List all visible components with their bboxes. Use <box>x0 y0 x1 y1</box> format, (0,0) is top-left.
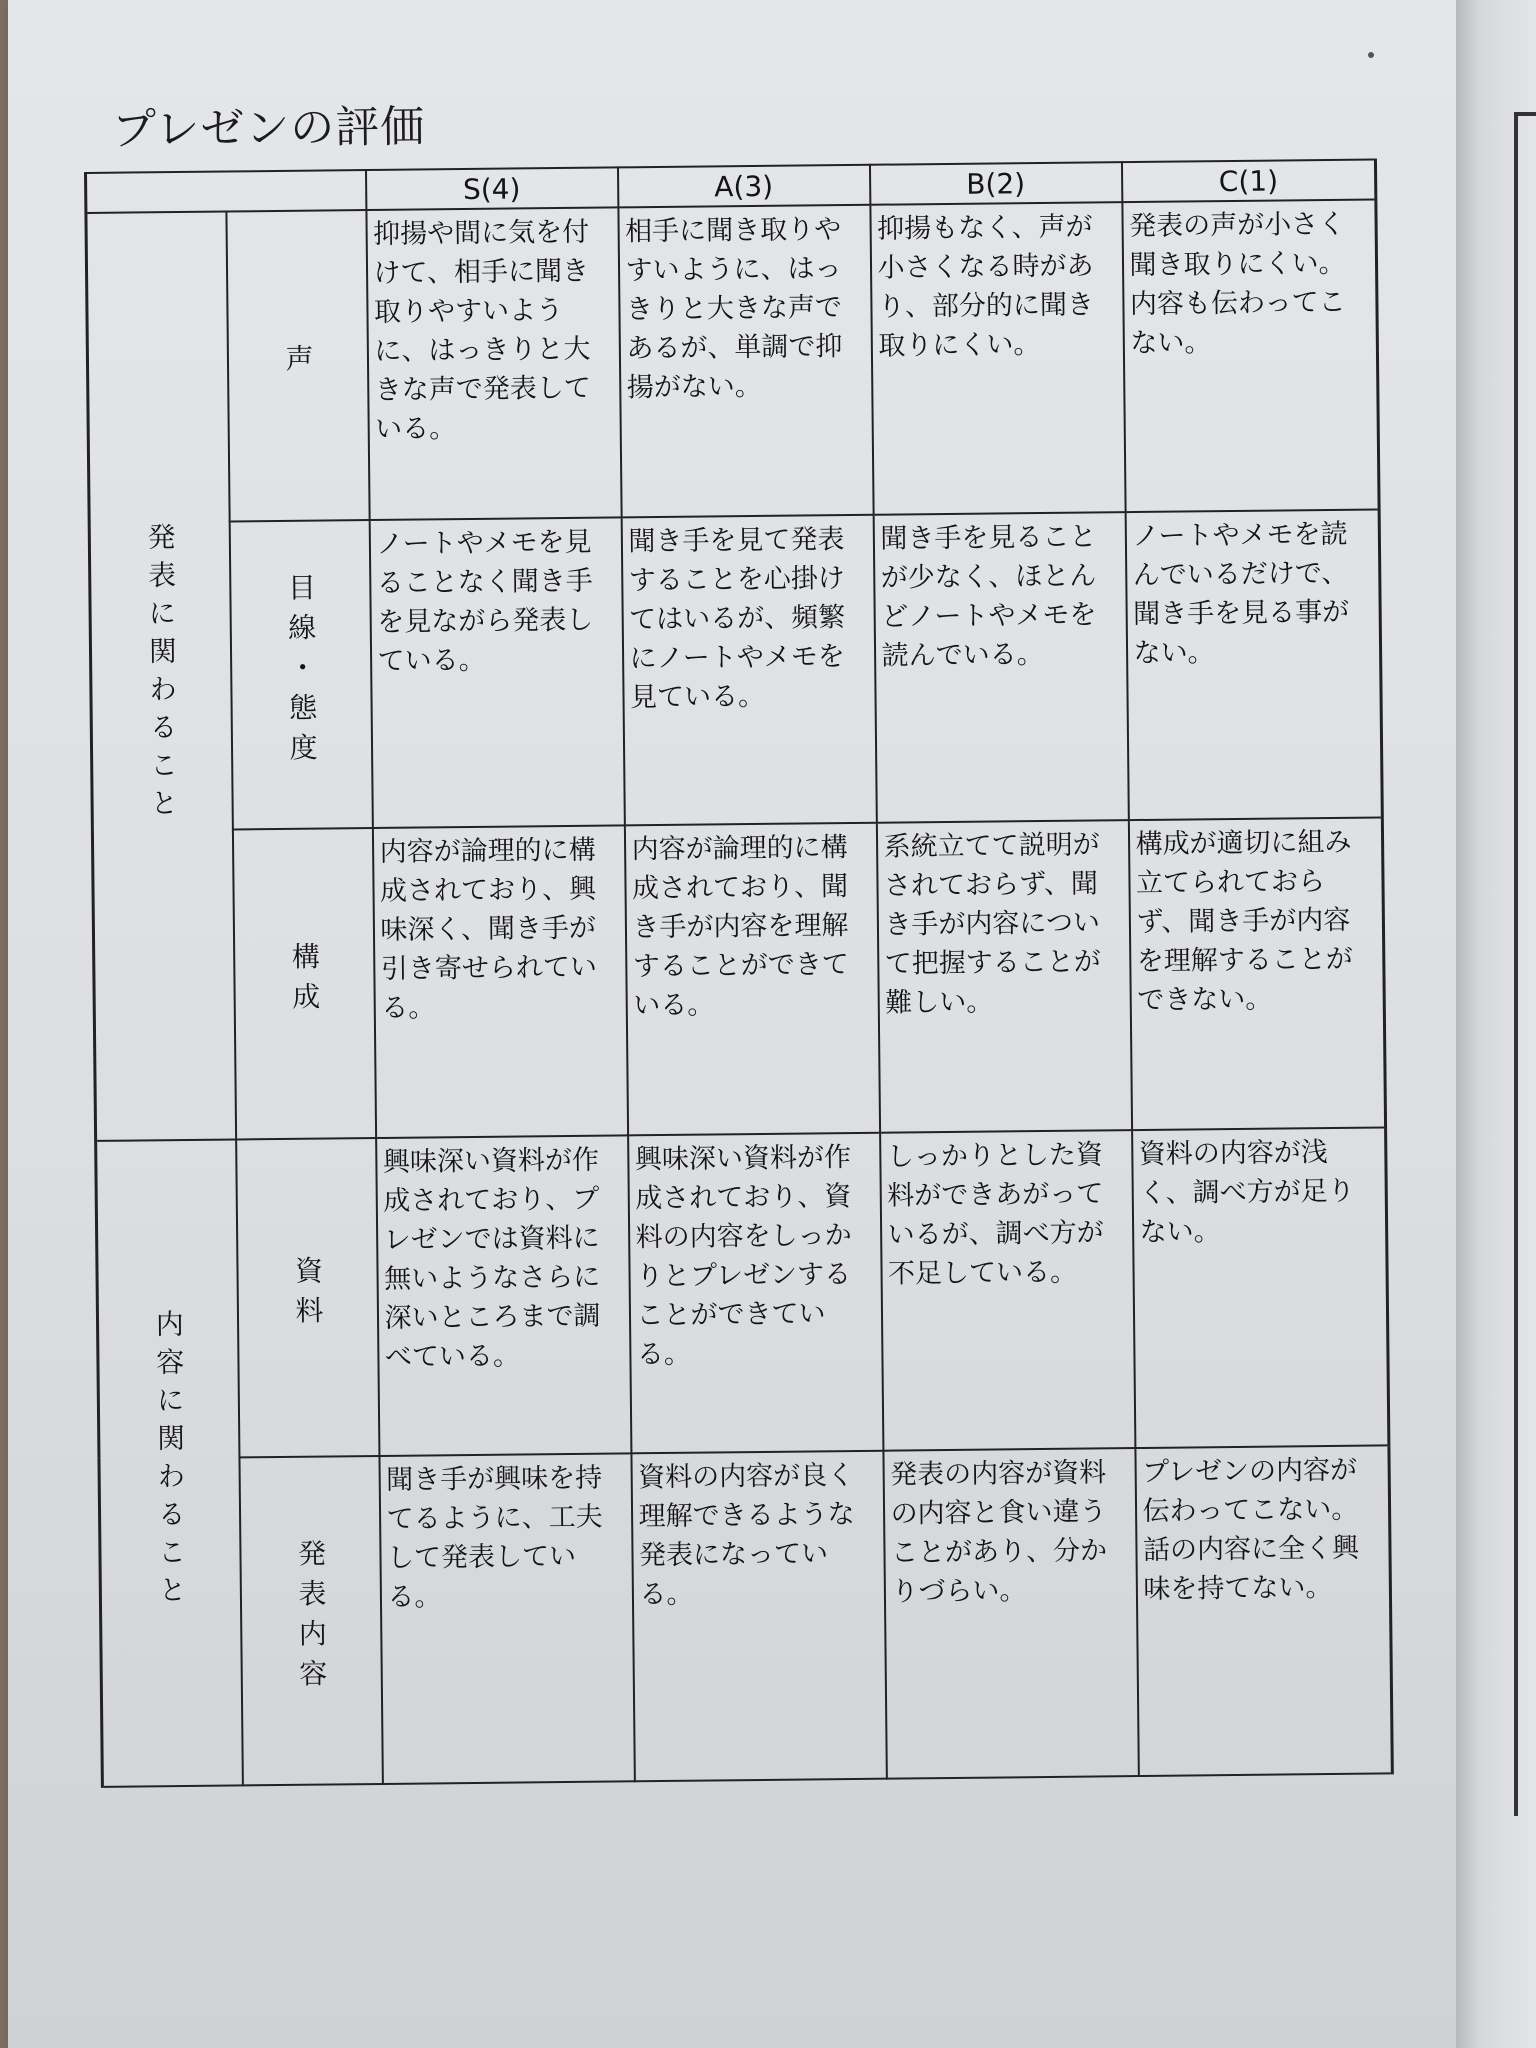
rubric-cell: 相手に聞き取りやすいように、はっきりと大きな声であるが、単調で抑揚がない。 <box>618 205 873 518</box>
rubric-cell: ノートやメモを読んでいるだけで、聞き手を見る事がない。 <box>1125 509 1382 820</box>
rubric-cell: しっかりとした資料ができあがっているが、調べ方が不足している。 <box>880 1130 1135 1451</box>
aspect-label-cell <box>229 520 372 829</box>
table-row-materials <box>96 1127 1389 1458</box>
rubric-cell: 興味深い資料が作成されており、資料の内容をしっかりとプレゼンすることができている。 <box>628 1133 883 1454</box>
rubric-cell: 抑揚もなく、声が小さくなる時があり、部分的に聞き取りにくい。 <box>870 202 1125 515</box>
rubric-cell: 構成が適切に組み立てられておらず、聞き手が内容を理解することができない。 <box>1128 817 1385 1130</box>
aspect-label-cell <box>232 828 375 1139</box>
column-header-s: S(4) <box>365 167 617 210</box>
group-label-content <box>96 1139 243 1786</box>
rubric-cell: 発表の声が小さく聞き取りにくい。内容も伝わってこない。 <box>1122 199 1379 512</box>
rubric-cell: 資料の内容が良く理解できるような発表になっている。 <box>631 1451 886 1782</box>
column-header-c: C(1) <box>1121 159 1375 202</box>
aspect-label-voice: 声 <box>281 343 315 384</box>
aspect-label-cell <box>239 1456 382 1785</box>
aspect-label-structure: 構成 <box>287 941 322 1022</box>
rubric-cell: 聞き手を見ることが少なく、ほとんどノートやメモを読んでいる。 <box>873 512 1128 823</box>
adjacent-page-edge <box>1456 0 1536 2048</box>
rubric-cell: 内容が論理的に構成されており、聞き手が内容を理解することができている。 <box>624 823 879 1136</box>
group-label-delivery <box>86 212 236 1141</box>
column-header-a: A(3) <box>617 165 869 208</box>
rubric-cell: 聞き手を見て発表することを心掛けてはいるが、頻繁にノートやメモを見ている。 <box>621 515 876 826</box>
aspect-label-cell <box>226 210 369 521</box>
rubric-cell: 興味深い資料が作成されており、プレゼンでは資料に無いようなさらに深いところまで調べている。 <box>376 1135 631 1456</box>
group-label-text: 発表に関わること <box>143 522 180 827</box>
aspect-label-cell <box>236 1138 379 1457</box>
rubric-cell: 聞き手が興味を持てるように、工夫して発表している。 <box>379 1453 634 1784</box>
rubric-cell: 発表の内容が資料の内容と食い違うことがあり、分かりづらい。 <box>883 1448 1138 1779</box>
rubric-table-container <box>84 158 1394 1787</box>
aspect-label-presentation-content: 発表内容 <box>293 1538 329 1699</box>
column-header-b: B(2) <box>869 162 1121 205</box>
page-title: プレゼンの評価 <box>111 101 426 156</box>
aspect-label-materials: 資料 <box>290 1255 325 1336</box>
group-label-text: 内容に関わること <box>151 1309 188 1614</box>
header-corner-cell <box>86 170 366 213</box>
adjacent-table-border <box>1514 112 1536 1816</box>
table-row-structure <box>92 817 1385 1140</box>
document-page <box>8 0 1456 2048</box>
page-mark <box>1368 52 1374 58</box>
rubric-cell: 系統立てて説明がされておらず、聞き手が内容について把握することが難しい。 <box>876 820 1131 1133</box>
table-row-presentation-content <box>99 1445 1392 1786</box>
table-row-voice <box>86 199 1379 522</box>
aspect-label-gaze: 目線・態度 <box>283 572 319 773</box>
rubric-cell: 抑揚や間に気を付けて、相手に聞き取りやすいように、はっきりと大きな声で発表している。 <box>366 207 621 520</box>
rubric-cell: プレゼンの内容が伝わってこない。話の内容に全く興味を持てない。 <box>1135 1445 1392 1776</box>
rubric-table <box>84 158 1394 1787</box>
table-row-gaze <box>89 509 1382 830</box>
rubric-cell: 内容が論理的に構成されており、興味深く、聞き手が引き寄せられている。 <box>372 825 627 1138</box>
rubric-cell: 資料の内容が浅く、調べ方が足りない。 <box>1132 1127 1389 1448</box>
rubric-cell: ノートやメモを見ることなく聞き手を見ながら発表している。 <box>369 517 624 828</box>
